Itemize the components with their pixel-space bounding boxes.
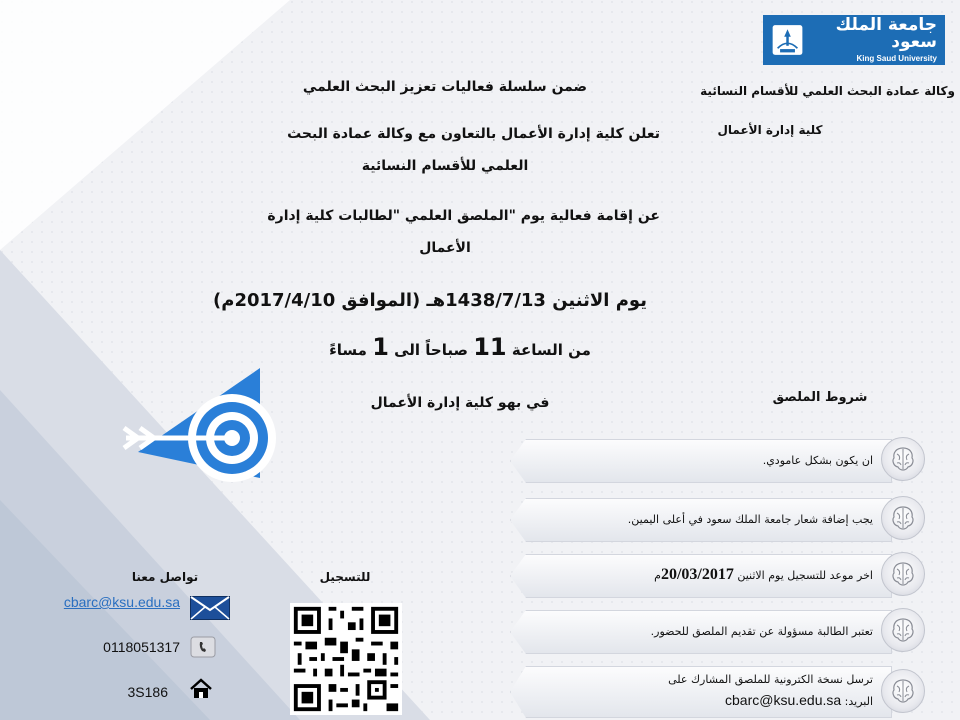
email-prefix: البريد:: [844, 695, 873, 708]
condition-text-2: يجب إضافة شعار جامعة الملك سعود في أعلى اليمين.: [627, 512, 873, 526]
time-start: 11: [473, 333, 507, 361]
contact-room: 3S186: [127, 684, 168, 700]
phone-icon: [190, 636, 216, 658]
condition-text-3: [533, 552, 873, 598]
condition-item-2: [510, 496, 925, 542]
series-line: ضمن سلسلة فعاليات تعزيز البحث العلمي: [302, 79, 588, 95]
contact-label: تواصل معنا: [131, 570, 199, 584]
condition-email[interactable]: cbarc@ksu.edu.sa: [725, 692, 842, 708]
brain-icon: [881, 437, 925, 481]
brain-icon: [881, 552, 925, 596]
ksu-emblem-icon: [771, 21, 804, 59]
brain-icon: [881, 608, 925, 652]
register-label: للتسجيل: [319, 570, 371, 584]
intro-line-1: تعلن كلية إدارة الأعمال بالتعاون مع وكالة عمادة البحث: [287, 126, 660, 142]
qr-code-icon[interactable]: [290, 603, 402, 715]
time-prefix: من الساعة: [511, 341, 591, 359]
event-line-2: الأعمال: [419, 240, 471, 256]
deadline-suffix: م: [654, 568, 661, 582]
condition-text-5: [533, 664, 873, 718]
condition-item-1: [510, 437, 925, 483]
conditions-title: شروط الملصق: [772, 390, 868, 405]
target-arrow-icon: [110, 360, 280, 520]
home-icon: [188, 678, 214, 700]
intro-line-2: العلمي للأقسام النسائية: [361, 158, 529, 174]
condition-text-4: تعتبر الطالبة مسؤولة عن تقديم الملصق للحضور.: [650, 624, 873, 638]
condition-text-5-line-2: [725, 690, 873, 712]
event-venue: في بهو كلية إدارة الأعمال: [370, 395, 550, 411]
contact-email[interactable]: cbarc@ksu.edu.sa: [63, 594, 180, 610]
time-end: 1: [372, 333, 389, 361]
condition-item-5: [510, 664, 925, 718]
contact-phone: 0118051317: [103, 639, 180, 655]
deadline-text: اخر موعد للتسجيل يوم الاثنين: [737, 568, 873, 582]
event-date: يوم الاثنين 1438/7/13هـ (الموافق 2017/4/10م): [213, 290, 647, 311]
college-title: كلية إدارة الأعمال: [717, 123, 823, 137]
brain-icon: [881, 669, 925, 713]
condition-item-3: [510, 552, 925, 598]
deanship-title: وكالة عمادة البحث العلمي للأقسام النسائية: [700, 84, 955, 98]
event-time: [300, 333, 620, 361]
time-middle: صباحاً الى: [394, 341, 468, 359]
condition-item-4: [510, 608, 925, 654]
ksu-logo: [763, 15, 945, 65]
condition-text-5-line-1: ترسل نسخة الكترونية للملصق المشارك على: [668, 673, 873, 686]
logo-english-text: King Saud University: [856, 54, 937, 63]
envelope-icon: [190, 596, 230, 620]
logo-arabic-text: جامعة الملك سعود: [835, 15, 937, 52]
brain-icon: [881, 496, 925, 540]
condition-text-1: ان يكون بشكل عامودي.: [762, 453, 873, 467]
time-suffix: مساءً: [329, 341, 367, 359]
event-line-1: عن إقامة فعالية يوم "الملصق العلمي "لطالبات كلية إدارة: [267, 208, 660, 224]
deadline-date: 20/03/2017: [660, 566, 734, 583]
